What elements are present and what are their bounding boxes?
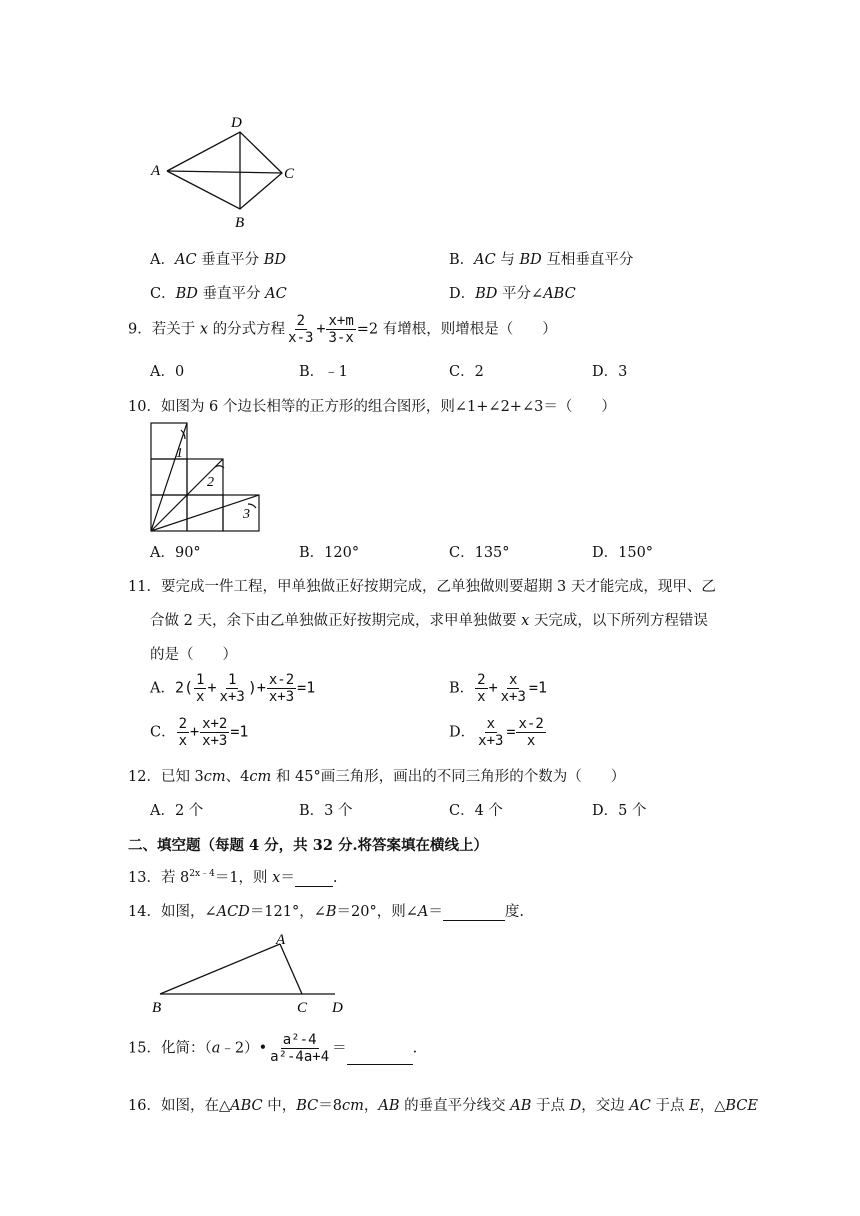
q8-option-b: B．AC 与 BD 互相垂直平分	[449, 252, 634, 268]
fraction: $\frac{x+m}{3-x}$	[328, 313, 354, 346]
fraction: $\frac{2}{x-3}$	[288, 313, 314, 346]
answer-blank	[295, 886, 333, 887]
q9-option-b: B．﹣1	[299, 364, 348, 380]
q13-stem: 13．若 $8^{2x﹣4}=1$，则 x＝ .	[128, 869, 338, 886]
q10-option-d: D．150°	[592, 545, 654, 561]
triangle-figure	[150, 930, 350, 1015]
fraction: $\frac{2}{x}$	[477, 672, 486, 705]
kite-outline	[167, 132, 282, 209]
angle-label-1: 1	[176, 446, 183, 461]
label-c: C	[284, 166, 295, 182]
q9-stem: 9．若关于 x 的分式方程 $\frac{2}{x-3}$ + $\frac{x+m}{3-x}$ =2 有增根，则增根是（ ）	[128, 313, 557, 346]
angle-label-3: 3	[243, 507, 250, 522]
q10-option-b: B．120°	[299, 545, 360, 561]
squares-figure	[145, 420, 265, 535]
q11-line-3: 的是（ ）	[150, 647, 237, 663]
answer-blank	[347, 1064, 413, 1065]
label-d: D	[231, 115, 242, 131]
section-2-heading: 二、填空题（每题 4 分，共 32 分.将答案填在横线上）	[128, 837, 489, 854]
q12-option-b: B．3 个	[299, 803, 353, 819]
q15-stem: 15．化简：（a﹣2）• $\frac{\text{a²-4}}{\text{a²-4a+4}}$ ＝ .	[128, 1032, 418, 1065]
fraction: $\frac{x}{x+3}$	[478, 716, 504, 749]
kite-figure	[145, 110, 305, 235]
q14-stem: 14．如图，∠ACD＝121°，∠B＝20°，则∠A＝ 度.	[128, 904, 524, 920]
label-a: A	[276, 932, 286, 948]
q8-option-d: D．BD 平分∠ABC	[449, 286, 576, 302]
fraction: $\frac{x-2}{x}$	[518, 716, 544, 749]
q12-option-a: A．2 个	[150, 803, 204, 819]
q11-line-2: 合做 2 天，余下由乙单独做正好按期完成，求甲单独做要 x 天完成，以下所列方程错误	[150, 613, 708, 629]
q12-stem: 12．已知 3cm、4cm 和 45°画三角形，画出的不同三角形的个数为（ ）	[128, 769, 626, 785]
q11-option-a: A．2( $\frac{1}{x}$ + $\frac{1}{x+3}$ )+ $\frac{x-2}{x+3}$ =1	[150, 672, 316, 705]
fraction: $\frac{x-2}{x+3}$	[268, 672, 295, 705]
fraction: $\frac{x+2}{x+3}$	[202, 716, 228, 749]
fraction: $\frac{2}{x}$	[178, 716, 188, 749]
q11-option-d: D． $\frac{x}{x+3}$ = $\frac{x-2}{x}$	[449, 716, 544, 749]
q12-option-d: D．5 个	[592, 803, 647, 819]
answer-blank	[443, 920, 505, 921]
q16-stem: 16．如图，在△ABC 中，BC＝8cm，AB 的垂直平分线交 AB 于点 D，交边 AC 于点 E，△BCE	[128, 1098, 758, 1114]
q10-option-c: C．135°	[449, 545, 510, 561]
label-b: B	[235, 215, 245, 231]
q11-line-1: 11．要完成一件工程，甲单独做正好按期完成，乙单独做则要超期 3 天才能完成，现甲、乙	[128, 579, 716, 595]
fraction: $\frac{x}{x+3}$	[500, 672, 526, 705]
q10-stem: 10．如图为 6 个边长相等的正方形的组合图形，则∠1+∠2+∠3＝（ ）	[128, 399, 616, 415]
q8-option-c: C．BD 垂直平分 AC	[150, 286, 287, 302]
q11-option-b: B． $\frac{2}{x}$ + $\frac{x}{x+3}$ =1	[449, 672, 547, 705]
label-c: C	[297, 1000, 308, 1015]
fraction: $\frac{1}{x+3}$	[219, 672, 245, 705]
fraction: $\frac{\text{a²-4}}{\text{a²-4a+4}}$	[270, 1032, 330, 1065]
q8-option-a: A．AC 垂直平分 BD	[150, 252, 287, 268]
q10-option-a: A．90°	[150, 545, 201, 561]
label-d: D	[332, 1000, 343, 1015]
q9-option-a: A．0	[150, 364, 185, 380]
angle-label-2: 2	[207, 475, 214, 490]
q11-option-c: C． $\frac{2}{x}$ + $\frac{x+2}{x+3}$ =1	[150, 716, 249, 749]
q9-option-c: C．2	[449, 364, 484, 380]
q12-option-c: C．4 个	[449, 803, 503, 819]
label-a: A	[151, 163, 161, 179]
diagonal-ac	[167, 171, 282, 173]
q9-option-d: D．3	[592, 364, 628, 380]
label-b: B	[152, 1000, 162, 1015]
fraction: $\frac{1}{x}$	[196, 672, 205, 705]
